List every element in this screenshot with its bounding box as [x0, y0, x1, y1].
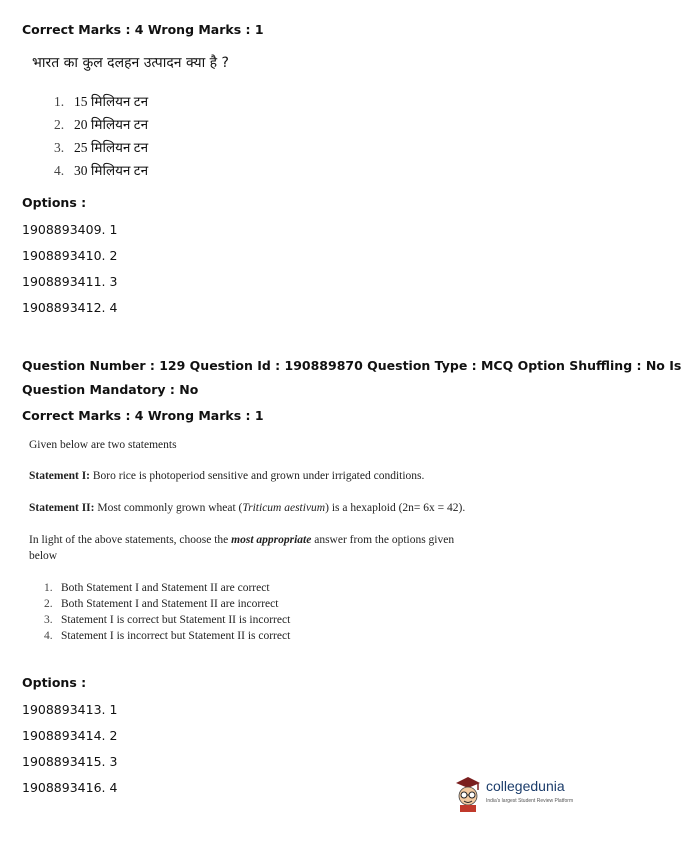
q1-option-3 [54, 138, 148, 156]
option-text: 25 मिलियन टन [74, 140, 149, 155]
option-number: 4. [44, 630, 53, 642]
q1-options-label: Options : [22, 195, 87, 210]
q2-marks: Correct Marks : 4 Wrong Marks : 1 [22, 408, 264, 423]
option-text: Statement I is correct but Statement II is incorrect [61, 614, 291, 626]
instruction-pre: In light of the above statements, choose the [29, 534, 232, 546]
q1-option-2 [54, 115, 148, 133]
statement-1-label: Statement I: [29, 470, 90, 482]
option-number: 1. [44, 582, 53, 594]
instruction-post: answer from the options given [311, 534, 455, 546]
statement-2-label: Statement II: [29, 502, 95, 514]
option-text: Both Statement I and Statement II are correct [61, 582, 270, 594]
q1-option-id-2: 1908893410. 2 [22, 248, 118, 263]
option-text: 30 मिलियन टन [74, 163, 149, 178]
option-text: Both Statement I and Statement II are incorrect [61, 598, 279, 610]
q2-instruction-line-1 [29, 534, 454, 546]
q2-intro: Given below are two statements [29, 439, 177, 451]
option-number: 1. [54, 94, 65, 109]
q2-option-id-2: 1908893414. 2 [22, 728, 118, 743]
q2-option-3 [44, 614, 290, 626]
q2-instruction-line-2: below [29, 550, 58, 562]
statement-2-text-post: ) is a hexaploid (2n= 6x = 42). [325, 502, 466, 514]
option-number: 2. [54, 117, 65, 132]
q2-statement-1 [29, 470, 424, 482]
q1-option-4 [54, 161, 148, 179]
species-name: Triticum aestivum [242, 502, 326, 514]
q2-option-4 [44, 630, 290, 642]
q2-header-line-2: Question Mandatory : No [22, 382, 199, 397]
option-text: Statement I is incorrect but Statement II is correct [61, 630, 291, 642]
q2-option-2 [44, 598, 278, 610]
mascot-icon [452, 774, 484, 812]
option-text: 15 मिलियन टन [74, 94, 149, 109]
q1-marks: Correct Marks : 4 Wrong Marks : 1 [22, 22, 264, 37]
q1-option-id-3: 1908893411. 3 [22, 274, 118, 289]
q2-option-id-1: 1908893413. 1 [22, 702, 118, 717]
q2-statement-2 [29, 502, 465, 514]
option-number: 2. [44, 598, 53, 610]
option-number: 3. [54, 140, 65, 155]
q2-header-line-1: Question Number : 129 Question Id : 190889870 Question Type : MCQ Option Shuffling : No Is [22, 358, 681, 373]
q2-option-id-3: 1908893415. 3 [22, 754, 118, 769]
q2-option-1 [44, 582, 270, 594]
q2-options-label: Options : [22, 675, 87, 690]
q1-option-id-1: 1908893409. 1 [22, 222, 118, 237]
option-number: 4. [54, 163, 65, 178]
collegedunia-logo [452, 774, 592, 814]
q2-option-id-4: 1908893416. 4 [22, 780, 118, 795]
option-number: 3. [44, 614, 53, 626]
logo-tagline: India's largest Student Review Platform [486, 798, 574, 804]
q1-option-id-4: 1908893412. 4 [22, 300, 118, 315]
q1-option-1 [54, 92, 148, 110]
option-text: 20 मिलियन टन [74, 117, 149, 132]
logo-wordmark: collegedunia [486, 778, 565, 794]
instruction-emphasis: most appropriate [231, 534, 312, 546]
q1-question-text: भारत का कुल दलहन उत्पादन क्या है ? [32, 55, 229, 71]
statement-1-text: Boro rice is photoperiod sensitive and grown under irrigated conditions. [90, 470, 425, 482]
statement-2-text-pre: Most commonly grown wheat ( [94, 502, 243, 514]
